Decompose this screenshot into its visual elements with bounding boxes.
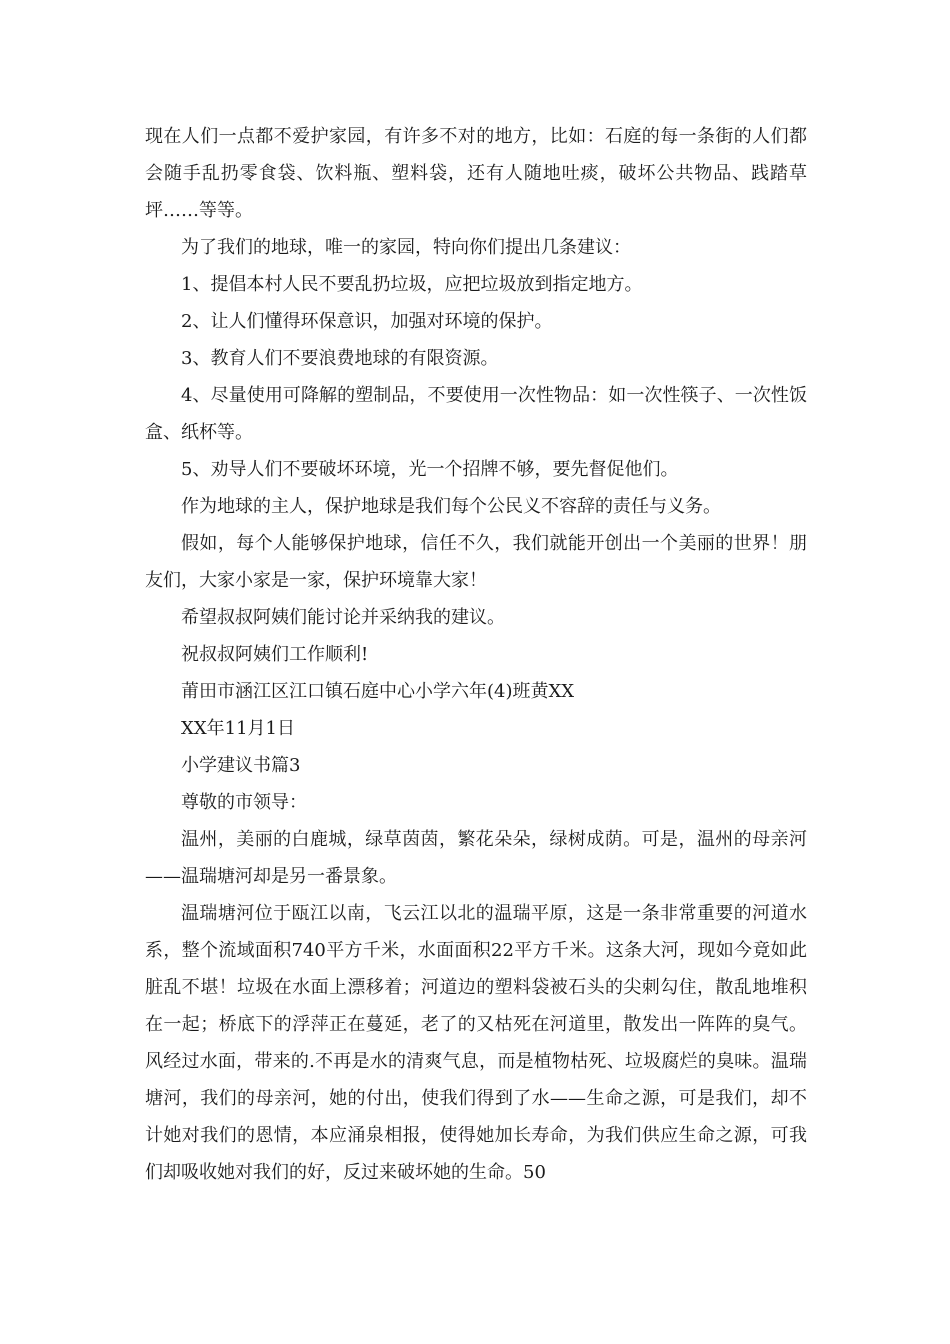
date: XX年11月1日: [181, 718, 295, 739]
paragraph: 温瑞塘河位于瓯江以南，飞云江以北的温瑞平原，这是一条非常重要的河道水系，整个流域面积740平方千米，水面面积22平方千米。这条大河，现如今竟如此脏乱不堪！垃圾在水面上漂移着；河道边的塑料袋被石头的尖刺勾住，散乱地堆积在一起；桥底下的浮萍正在蔓延，老了的又枯死在河道里，散发出一阵阵的臭气。风经过水面，带来的.不再是水的清爽气息，而是植物枯死、垃圾腐烂的臭味。温瑞塘河，我们的母亲河，她的付出，使我们得到了水——生命之源，可是我们，却不计她对我们的恩情，本应涌泉相报，使得她加长寿命，为我们供应生命之源，可我们却吸收她对我们的好，反过来破坏她的生命。50: [145, 903, 807, 1183]
section-title: 小学建议书篇3: [181, 755, 301, 776]
paragraph: 为了我们的地球，唯一的家园，特向你们提出几条建议：: [181, 237, 631, 258]
list-item: 1、提倡本村人民不要乱扔垃圾，应把垃圾放到指定地方。: [181, 274, 643, 295]
paragraph: 作为地球的主人，保护地球是我们每个公民义不容辞的责任与义务。: [181, 496, 721, 517]
list-item: 3、教育人们不要浪费地球的有限资源。: [181, 348, 499, 369]
list-item: 5、劝导人们不要破坏环境，光一个招牌不够，要先督促他们。: [181, 459, 679, 480]
paragraph: 假如，每个人能够保护地球，信任不久，我们就能开创出一个美丽的世界！朋友们，大家小家是一家，保护环境靠大家！: [145, 533, 807, 591]
paragraph: 温州，美丽的白鹿城，绿草茵茵，繁花朵朵，绿树成荫。可是，温州的母亲河——温瑞塘河却是另一番景象。: [145, 829, 807, 887]
closing-wish: 祝叔叔阿姨们工作顺利!: [181, 644, 369, 665]
paragraph: 现在人们一点都不爱护家园，有许多不对的地方，比如：石庭的每一条街的人们都会随手乱扔零食袋、饮料瓶、塑料袋，还有人随地吐痰，破坏公共物品、践踏草坪……等等。: [145, 126, 807, 221]
salutation: 尊敬的市领导：: [181, 792, 307, 813]
list-item: 2、让人们懂得环保意识，加强对环境的保护。: [181, 311, 553, 332]
document-body: [145, 118, 807, 1191]
signature: 莆田市涵江区江口镇石庭中心小学六年(4)班黄XX: [181, 681, 575, 702]
paragraph: 希望叔叔阿姨们能讨论并采纳我的建议。: [181, 607, 505, 628]
list-item: 4、尽量使用可降解的塑制品，不要使用一次性物品：如一次性筷子、一次性饭盒、纸杯等。: [145, 385, 807, 443]
